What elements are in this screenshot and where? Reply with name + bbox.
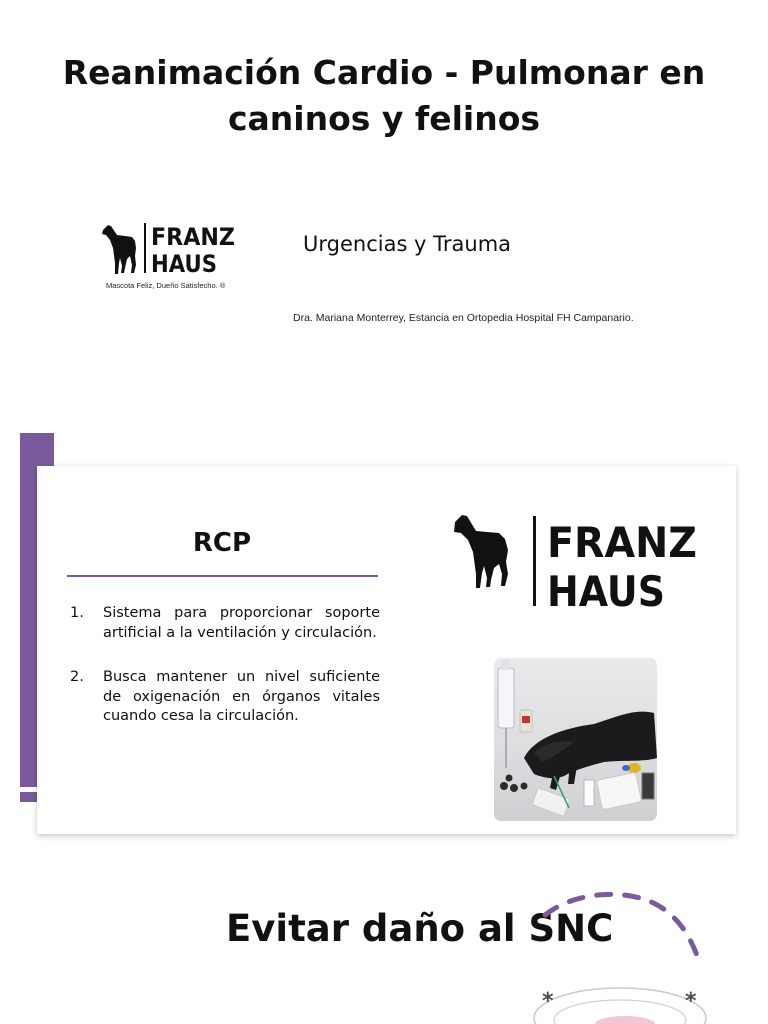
- photo-illustration: [494, 658, 657, 821]
- dog-logo-icon: [453, 512, 703, 612]
- list-number: 1.: [70, 605, 84, 621]
- rcp-title: RCP: [192, 528, 252, 558]
- sparkle-icon: *: [542, 989, 554, 1014]
- logo-wordmark-franz: FRANZ: [547, 518, 697, 567]
- list-number: 2.: [70, 669, 84, 685]
- presentation-title: Reanimación Cardio - Pulmonar en caninos y felinos: [62, 53, 706, 138]
- sparkle-icon: *: [685, 989, 697, 1014]
- list-item: [67, 604, 380, 643]
- accent-bar: [20, 433, 37, 787]
- presentation-author: Dra. Mariana Monterrey, Estancia en Ortopedia Hospital FH Campanario.: [293, 312, 634, 324]
- list-item: [67, 668, 380, 727]
- accent-bar-end: [20, 792, 37, 802]
- title-underline: [67, 575, 378, 577]
- decorative-graphic: [530, 880, 730, 1024]
- slide3-title: Evitar daño al SNC: [226, 907, 614, 950]
- presentation-subtitle: Urgencias y Trauma: [303, 232, 512, 256]
- logo-wordmark-haus: HAUS: [547, 567, 665, 612]
- rcp-slide: [37, 466, 736, 834]
- franz-haus-logo-large: [453, 512, 703, 612]
- cpr-training-photo: [494, 658, 657, 821]
- title-slide: [0, 0, 768, 410]
- franz-haus-logo: [100, 218, 250, 298]
- list-text: Sistema para proporcionar soporte artificial a la ventilación y circulación.: [103, 605, 380, 641]
- list-text: Busca mantener un nivel suficiente de oxigenación en órganos vitales cuando cesa la circulación.: [103, 669, 380, 724]
- dog-logo-icon: [100, 218, 250, 280]
- dashed-orbit-icon: [530, 880, 730, 1024]
- logo-wordmark-haus: HAUS: [151, 250, 217, 278]
- logo-tagline: Mascota Feliz, Dueño Satisfecho. ®: [106, 281, 226, 290]
- rcp-list: [67, 604, 380, 752]
- logo-wordmark-franz: FRANZ: [151, 223, 235, 251]
